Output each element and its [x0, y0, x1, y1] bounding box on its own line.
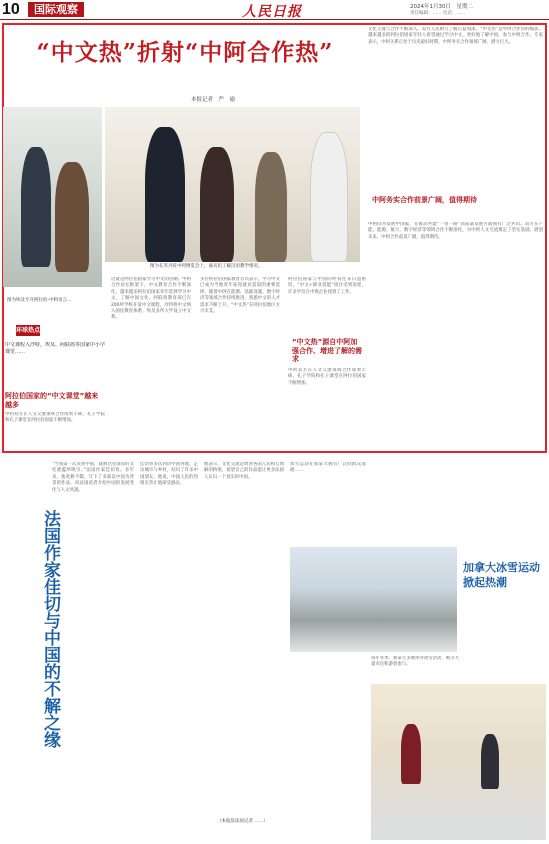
editor-info: 责任编辑：…… 电话：……	[410, 11, 466, 16]
expo-photo	[105, 107, 360, 262]
lower-signature: （本报驻法国记者 ……）	[217, 819, 268, 824]
feature-text-col-3b: 中阿双方在人文交流领域合作成果丰硕，孔子学院和孔子课堂在阿拉伯国家不断增加。	[288, 368, 366, 386]
issue-date: 2024年1月30日 星期二	[410, 4, 473, 10]
feature-text-right-bottom: 中阿同为发展中国家，在推动共建“一带一路”高质量发展方面拥有广泛共识。双方在产能、能源、航天、数字经济等领域合作不断深化，为中阿人文交流奠定了坚实基础。展望未来，中阿合作前景广阔，值得期待。	[368, 222, 543, 240]
byline: 本报记者 严 瑜	[191, 97, 236, 103]
lower-text-col-3: 他表示，文化交流是增进各国人民相互理解的桥梁，希望自己的作品能让更多法国人认识一个真实的中国。	[204, 462, 284, 480]
winter-sports-text: 每年冬季，加拿大多地举办冰雪活动，吸引大量市民和游客参与。	[371, 656, 459, 668]
classroom-photo	[3, 107, 102, 287]
subhead-cooperation: “中文热”源自中阿加强合作、增进了解的需求	[292, 338, 362, 363]
photo-caption-2: 图为在苏丹驻中阿博览会上，嘉宾们了解汉语教学情况。	[150, 264, 263, 269]
section-tag: 国际观察	[28, 2, 84, 17]
feature-headline: “中文热”折射“中阿合作热”	[36, 39, 334, 66]
page-number: 10	[2, 1, 20, 18]
feature-text-col-1: 这就是阿拉伯国家学习中文的热潮。中阿合作论坛框架下，中文教育合作不断深化，越来越多阿拉伯国家青年选择学习中文，了解中国文化。阿联酋教育部已在200所学校开设中文课程，沙特将中文纳入国民教育体系，埃及多所大学设立中文系。	[111, 277, 191, 321]
lower-text-col-1: “当我第一次来到中国，就被这里深厚的文化底蕴所吸引。”法国作家佳切说。多年来，他笔耕不辍，写下了多部以中国为背景的作品，向法国读者介绍中国的发展变化与人文风貌。	[52, 462, 134, 493]
feature-text-left: 中阿双方在人文交流领域合作成果丰硕，孔子学院和孔子课堂在阿拉伯国家不断增加。	[5, 412, 105, 424]
winter-park-photo	[290, 547, 457, 652]
feature-text-right-top: 文化交流与合作不断深入，双方人民相互了解日益加深。“中文热”是中阿合作热的缩影，越来越多的阿拉伯国家年轻人希望通过学习中文，更好地了解中国、参与中阿合作。专家表示，中阿关系正处于历史最好时期，中阿务实合作领域广阔、潜力巨大。	[368, 27, 543, 45]
hot-topic-tag: 环球热点	[16, 327, 41, 334]
subhead-classrooms: 阿拉伯国家的“中文课堂”越来越多	[5, 392, 99, 409]
lower-right-text: 冰雪运动在加拿大拥有广泛的群众基础……	[290, 462, 366, 474]
newspaper-logo: 人民日报	[242, 4, 302, 20]
lower-text-col-2: 佳切曾多次到访中国各地，走访城市与乡村，结识了许多中国朋友。他说，中国人民的热情友善让他深受感动。	[140, 462, 198, 487]
lead-paragraph: 中文课程入沙特，埃及、阿联酋等国家中小学课堂……	[5, 342, 105, 355]
winter-sports-headline: 加拿大冰雪运动掀起热潮	[463, 561, 540, 589]
feature-text-col-2: 多位阿拉伯国家教育官员表示，学习中文已成为当地青年拓宽就业渠道的重要选择。随着中阿在能源、基础设施、数字经济等领域合作持续推进，熟悉中文的人才需求不断上升，“中文热”在阿拉伯地区方兴未艾。	[200, 277, 280, 315]
subhead-prospects: 中阿务实合作前景广阔，值得期待	[372, 196, 477, 204]
lower-article-headline: 法国作家佳切与中国的不解之缘	[40, 510, 60, 748]
feature-text-col-3: 阿拉伯国家与中国的经贸往来日益密切，“中文+职业技能”项目受到欢迎，许多学员在中资企业找到了工作。	[288, 277, 366, 295]
masthead	[0, 0, 549, 20]
photo-caption-1: 图为埃及专升阿拉伯-中阿语言…	[7, 298, 72, 303]
skating-photo	[371, 684, 546, 840]
